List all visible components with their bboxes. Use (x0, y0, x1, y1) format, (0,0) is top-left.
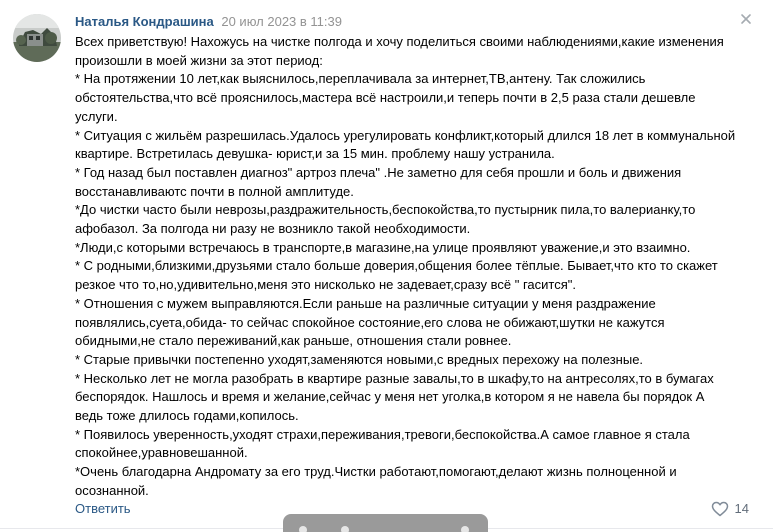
close-button[interactable] (739, 12, 753, 26)
bottom-toolbar[interactable] (283, 514, 488, 532)
comment-date[interactable]: 20 июл 2023 в 11:39 (221, 14, 342, 29)
comment-line: произошли в моей жизни за этот период: (75, 52, 323, 68)
comment-line: квартире. Встретилась девушка- юрист,и за 15 мин. проблему нашу устранила. (75, 146, 555, 162)
toolbar-dot (299, 526, 307, 532)
avatar-photo (13, 14, 61, 62)
toolbar-dot (341, 526, 349, 532)
comment-line: * На протяжении 10 лет,как выяснилось,переплачивала за интернет,ТВ,антену. Так сложились (75, 71, 646, 87)
comment-line: обстоятельства,что всё прояснилось,мастера всё настроили,и теперь почти в 2,5 раза стали дешевле (75, 90, 696, 106)
likes-count: 14 (734, 501, 749, 516)
close-icon (739, 12, 753, 26)
comment-line: восстанавливаютс почти в полной амплитуде. (75, 183, 354, 199)
comment-line: появлялись,суета,обида- то сейчас спокойное состояние,его слова не обижают,шутки не кажутся (75, 314, 665, 330)
comment-line: * Появилось уверенность,уходят страхи,переживания,тревоги,беспокойства.А самое главное я стала (75, 426, 690, 442)
comment-line: * Старые привычки постепенно уходят,заменяются новыми,с вредных перехожу на полезные. (75, 351, 644, 367)
comment-line: беспорядок. Нашлось и время и желание,сейчас у меня нет уголка,в котором я не навела бы порядок А (75, 389, 705, 405)
comment-line: * Ситуация с жильём разрешилась.Удалось урегулировать конфликт,который длился 18 лет в коммунальной (75, 127, 736, 143)
heart-icon (711, 501, 729, 517)
comment-line: ведь тоже длилось годами,копилось. (75, 408, 299, 424)
reply-button[interactable]: Ответить (75, 501, 131, 516)
comment-line: * С родными,близкими,друзьями стало больше доверия,общения более тёплые. Бывает,что кто то скажет (75, 258, 718, 274)
comment-line: Всех приветствую! Нахожусь на чистке полгода и хочу поделиться своими наблюдениями,какие изменения (75, 34, 724, 49)
comment-line: *Люди,с которыми встречаюсь в транспорте,в магазине,на улице проявляют уважение,и это взаимно. (75, 239, 691, 255)
comment-line: резкое что то,но,удивительно,меня это нисколько не задевает,сразу всё " гасится". (75, 277, 576, 293)
comment-line: услуги. (75, 108, 118, 124)
comment-line: * Отношения с мужем выправляются.Если раньше на различные ситуации у меня раздражение (75, 295, 656, 311)
comment-line: *До чистки часто были неврозы,раздражительность,беспокойства,то пустырник пила,то валерианку,то (75, 202, 696, 218)
comment-line: осознанной. (75, 482, 149, 498)
comment-line: афобазол. За полгода ни разу не возникло такой необходимости. (75, 221, 471, 237)
comment-line: * Год назад был поставлен диагноз" артроз плеча" .Не заметно для себя прошли и боль и движения (75, 164, 682, 180)
like-button[interactable] (711, 500, 749, 518)
comment-line: спокойнее,уравновешанной. (75, 445, 248, 461)
comment-header (75, 13, 342, 31)
comment-line: * Несколько лет не могла разобрать в квартире разные завалы,то в шкафу,то на антресолях,то в бумагах (75, 370, 714, 386)
avatar[interactable] (13, 14, 61, 62)
author-name[interactable]: Наталья Кондрашина (75, 14, 214, 29)
toolbar-dot (461, 526, 469, 532)
comment-line: обидными,не стало переживаний,как раньше, отношения стали ровнее. (75, 333, 512, 349)
comment-text (75, 33, 760, 501)
comment-line: *Очень благодарна Андромату за его труд.Чистки работают,помогают,делают жизнь полноценной и (75, 464, 677, 480)
